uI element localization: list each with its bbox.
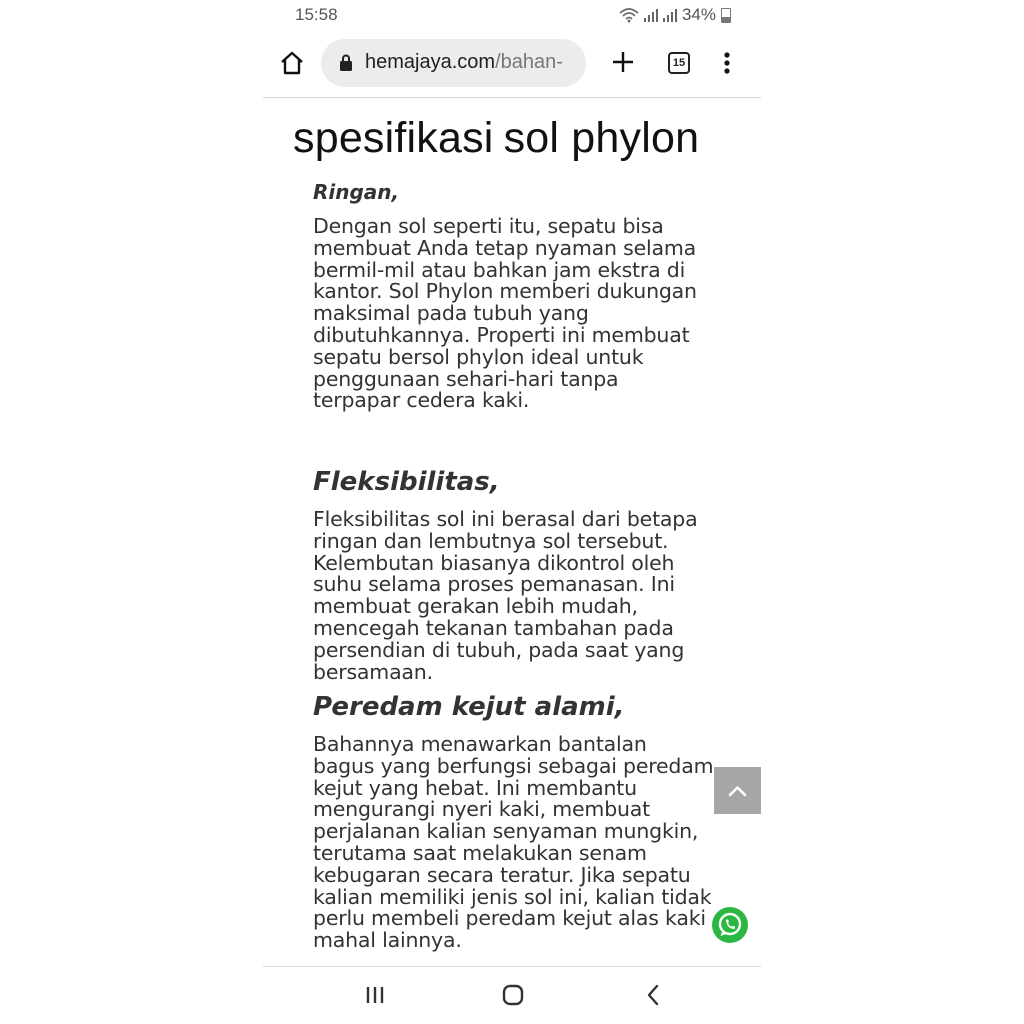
- url-domain: hemajaya.com: [365, 51, 496, 73]
- section-ringan-text: [313, 216, 733, 412]
- menu-dots-icon[interactable]: [724, 52, 730, 74]
- battery-icon: [721, 8, 731, 23]
- paragraph-line: mahal lainnya.: [313, 928, 462, 953]
- paragraph-line: suhu selama proses pemanasan. Ini: [313, 572, 675, 597]
- title-word-1: spesifikasi: [293, 114, 494, 162]
- whatsapp-button[interactable]: [712, 907, 748, 943]
- paragraph-line: bersamaan.: [313, 659, 433, 684]
- paragraph-line: terpapar cedera kaki.: [313, 388, 530, 413]
- back-icon[interactable]: [645, 984, 661, 1006]
- title-word-2: sol phylon: [503, 114, 700, 162]
- paragraph-line: kantor. Sol Phylon memberi dukungan: [313, 279, 697, 304]
- paragraph-line: sepatu bersol phylon ideal untuk: [313, 344, 644, 369]
- section-heading: Fleksibilitas,: [313, 467, 500, 497]
- toolbar-divider: [263, 97, 761, 98]
- paragraph-line: perlu membeli peredam kejut alas kaki: [313, 906, 706, 931]
- section-fleksibilitas: [313, 467, 733, 497]
- paragraph-line: perjalanan kalian senyaman mungkin,: [313, 819, 699, 844]
- chevron-up-icon: [714, 767, 761, 814]
- scroll-to-top-button[interactable]: [714, 767, 761, 814]
- section-heading: Peredam kejut alami,: [313, 692, 625, 722]
- home-icon[interactable]: [279, 50, 305, 76]
- paragraph-line: dibutuhkannya. Properti ini membuat: [313, 322, 690, 347]
- paragraph-line: kalian memiliki jenis sol ini, kalian tidak: [313, 884, 712, 909]
- section-peredam-text: [313, 734, 733, 952]
- tab-count: 15: [672, 57, 686, 69]
- paragraph-line: penggunaan sehari-hari tanpa: [313, 366, 619, 391]
- battery-percent: 34%: [681, 5, 716, 24]
- paragraph-line: kejut yang hebat. Ini membantu: [313, 775, 637, 800]
- page-title: [293, 114, 699, 163]
- lock-icon: [339, 54, 353, 72]
- paragraph-line: Fleksibilitas sol ini berasal dari betapa: [313, 507, 698, 531]
- paragraph-line: mengurangi nyeri kaki, membuat: [313, 797, 650, 822]
- system-nav-bar: [263, 967, 761, 1024]
- status-bar: [263, 0, 761, 32]
- paragraph-line: bagus yang berfungsi sebagai peredam: [313, 753, 714, 778]
- section-peredam: [313, 692, 733, 722]
- status-time: 15:58: [295, 5, 338, 24]
- url-path: /bahan-: [495, 51, 563, 73]
- paragraph-line: bermil-mil atau bahkan jam ekstra di: [313, 257, 686, 282]
- paragraph-line: membuat Anda tetap nyaman selama: [313, 235, 696, 260]
- paragraph-line: maksimal pada tubuh yang: [313, 301, 589, 326]
- signal-icon: [644, 9, 658, 22]
- paragraph-line: persendian di tubuh, pada saat yang: [313, 637, 685, 662]
- phone-screen: [263, 0, 761, 1024]
- section-ringan: [313, 180, 733, 204]
- section-fleksibilitas-text: [313, 509, 733, 683]
- status-icons: [619, 5, 731, 25]
- paragraph-line: kebugaran secara teratur. Jika sepatu: [313, 862, 691, 887]
- paragraph-line: membuat gerakan lebih mudah,: [313, 594, 638, 619]
- paragraph-line: Kelembutan biasanya dikontrol oleh: [313, 550, 675, 575]
- wifi-icon: [619, 7, 639, 23]
- plus-icon[interactable]: [611, 50, 635, 74]
- paragraph-line: ringan dan lembutnya sol tersebut.: [313, 528, 669, 553]
- address-bar[interactable]: [321, 39, 586, 87]
- paragraph-line: mencegah tekanan tambahan pada: [313, 615, 674, 640]
- recent-apps-icon[interactable]: [365, 985, 385, 1005]
- paragraph-line: Dengan sol seperti itu, sepatu bisa: [313, 214, 664, 238]
- home-nav-icon[interactable]: [502, 984, 524, 1006]
- url-text: [365, 51, 563, 74]
- whatsapp-icon: [712, 907, 748, 943]
- tabs-button[interactable]: [668, 52, 690, 74]
- browser-toolbar: [263, 38, 761, 90]
- paragraph-line: Bahannya menawarkan bantalan: [313, 732, 647, 756]
- section-heading: Ringan,: [313, 180, 400, 204]
- signal-icon: [663, 9, 677, 22]
- paragraph-line: terutama saat melakukan senam: [313, 840, 647, 865]
